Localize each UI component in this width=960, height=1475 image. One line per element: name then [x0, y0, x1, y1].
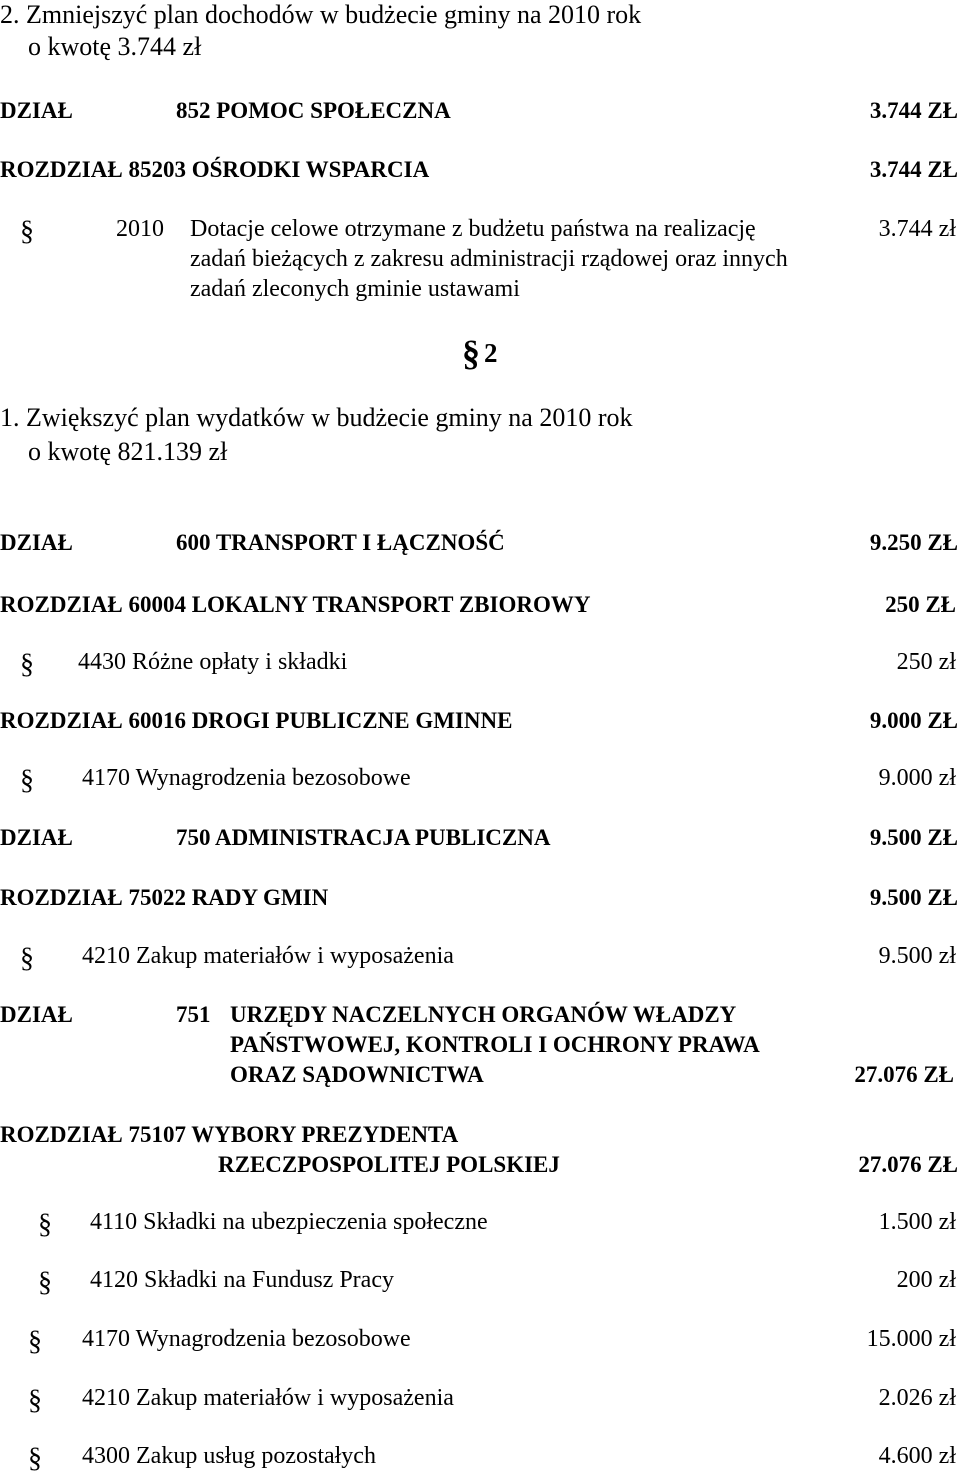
rozdzial-amount: 250 ZŁ	[885, 592, 956, 617]
heading-line: o kwotę 3.744 zł	[28, 32, 202, 61]
item-amount: 4.600 zł	[878, 1443, 956, 1469]
item-amount: 3.744 zł	[878, 216, 956, 242]
item-desc-line: zadań zleconych gminie ustawami	[190, 276, 520, 302]
item-text: 4110 Składki na ubezpieczenia społeczne	[90, 1209, 488, 1235]
item-amount: 250 zł	[896, 649, 956, 675]
item-desc-line: Dotacje celowe otrzymane z budżetu państwa na realizację	[190, 216, 756, 242]
rozdzial-name-line: RZECZPOSPOLITEJ POLSKIEJ	[218, 1152, 560, 1177]
rozdzial-amount: 27.076 ZŁ	[858, 1152, 958, 1177]
paragraph-sign: §	[20, 943, 34, 974]
dzial-name: 750 ADMINISTRACJA PUBLICZNA	[176, 825, 551, 850]
item-amount: 9.000 zł	[878, 765, 956, 791]
dzial-label: DZIAŁ	[0, 825, 73, 850]
item-amount: 15.000 zł	[866, 1326, 956, 1352]
dzial-name-line: URZĘDY NACZELNYCH ORGANÓW WŁADZY	[230, 1002, 737, 1027]
heading-line: 1. Zwiększyć plan wydatków w budżecie gminy na 2010 rok	[0, 403, 633, 432]
dzial-name-line: PAŃSTWOWEJ, KONTROLI I OCHRONY PRAWA	[230, 1032, 760, 1057]
rozdzial-name: ROZDZIAŁ 60004 LOKALNY TRANSPORT ZBIOROWY	[0, 592, 591, 617]
item-amount: 2.026 zł	[878, 1385, 956, 1411]
paragraph-sign: §	[38, 1267, 52, 1298]
rozdzial-name-line: ROZDZIAŁ 75107 WYBORY PREZYDENTA	[0, 1122, 459, 1147]
dzial-amount: 27.076 ZŁ	[854, 1062, 954, 1087]
rozdzial-amount: 9.500 ZŁ	[869, 885, 958, 910]
paragraph-sign: §	[28, 1385, 42, 1416]
section-number: 2	[484, 338, 498, 368]
dzial-label: DZIAŁ	[0, 1002, 73, 1027]
section-paragraph-sign: §	[462, 333, 480, 373]
dzial-label: DZIAŁ	[0, 98, 73, 123]
paragraph-sign: §	[20, 649, 34, 680]
dzial-name: 600 TRANSPORT I ŁĄCZNOŚĆ	[176, 530, 505, 555]
item-text: 4120 Składki na Fundusz Pracy	[90, 1267, 394, 1293]
item-amount: 200 zł	[896, 1267, 956, 1293]
paragraph-sign: §	[20, 216, 34, 247]
item-text: 4430 Różne opłaty i składki	[78, 649, 348, 675]
paragraph-sign: §	[28, 1443, 42, 1474]
dzial-name-line: ORAZ SĄDOWNICTWA	[230, 1062, 484, 1087]
item-code: 2010	[116, 216, 164, 242]
paragraph-sign: §	[20, 765, 34, 796]
dzial-amount: 3.744 ZŁ	[869, 98, 958, 123]
item-amount: 9.500 zł	[878, 943, 956, 969]
dzial-amount: 9.250 ZŁ	[869, 530, 958, 555]
rozdzial-amount: 9.000 ZŁ	[869, 708, 958, 733]
rozdzial-name: ROZDZIAŁ 85203 OŚRODKI WSPARCIA	[0, 157, 430, 182]
dzial-amount: 9.500 ZŁ	[869, 825, 958, 850]
heading-line: 2. Zmniejszyć plan dochodów w budżecie gminy na 2010 rok	[0, 0, 642, 29]
item-text: 4210 Zakup materiałów i wyposażenia	[82, 1385, 454, 1411]
paragraph-sign: §	[28, 1326, 42, 1357]
paragraph-sign: §	[38, 1209, 52, 1240]
dzial-code: 751	[176, 1002, 211, 1027]
item-text: 4170 Wynagrodzenia bezosobowe	[82, 1326, 411, 1352]
item-text: 4170 Wynagrodzenia bezosobowe	[82, 765, 411, 791]
rozdzial-name: ROZDZIAŁ 75022 RADY GMIN	[0, 885, 329, 910]
dzial-label: DZIAŁ	[0, 530, 73, 555]
item-desc-line: zadań bieżących z zakresu administracji rządowej oraz innych	[190, 246, 788, 272]
rozdzial-amount: 3.744 ZŁ	[869, 157, 958, 182]
heading-line: o kwotę 821.139 zł	[28, 437, 228, 466]
dzial-name: 852 POMOC SPOŁECZNA	[176, 98, 451, 123]
item-amount: 1.500 zł	[878, 1209, 956, 1235]
item-text: 4300 Zakup usług pozostałych	[82, 1443, 376, 1469]
rozdzial-name: ROZDZIAŁ 60016 DROGI PUBLICZNE GMINNE	[0, 708, 513, 733]
item-text: 4210 Zakup materiałów i wyposażenia	[82, 943, 454, 969]
